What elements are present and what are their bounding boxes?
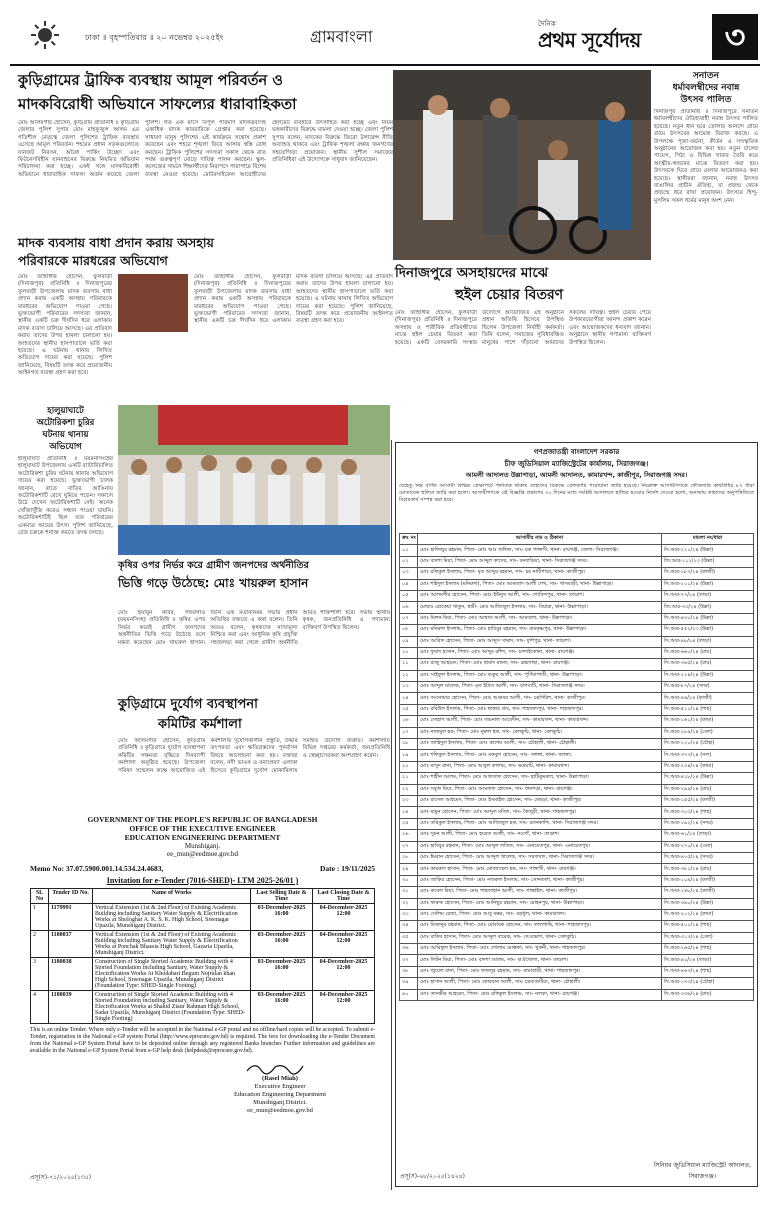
legal-cell: সি.আর-১৫৫/২৪ (কাজী) — [662, 795, 754, 806]
tender-cell: 1 — [31, 904, 49, 931]
tender-header: Last Selling Date & Time — [251, 889, 313, 904]
legal-cell: সি.আর-৭৭/২৪ (তাড়া) — [662, 590, 754, 601]
legal-cell: মোঃ আব্দুল মালেক, পিতা- মৃত ইদ্রিস আলী, সাং- বাগবাটি, থানা- সিরাজগঞ্জ সদর। — [418, 682, 662, 693]
wheelchair-headline-2: হুইল চেয়ার বিতরণ — [455, 287, 564, 303]
legal-cell: মোঃ রবিউল ইসলাম, পিতা- মোঃ ছাত্তার প্রাং, সাং- শাহজাদপুর, থানা- শাহজাদপুর। — [418, 704, 662, 715]
table-row — [400, 727, 754, 738]
legal-cell: সি.আর-৫১১/২৪ (শাহ) — [662, 704, 754, 715]
legal-cell: ৩০ — [400, 875, 418, 886]
legal-cell: ২৩ — [400, 795, 418, 806]
legal-cell: ৩৩ — [400, 909, 418, 920]
legal-cell: মোঃ শাহীন আলম, পিতা- মোঃ আলতাফ হোসেন, সাং- হাটিকুমরুল, থানা- উল্লাপাড়া। — [418, 773, 662, 784]
table-row — [400, 955, 754, 966]
legal-cell: সি.আর-২০১/২৪ (উল্লা) — [662, 579, 754, 590]
legal-cell: ১০ — [400, 647, 418, 658]
legal-header: আসামীর নাম ও ঠিকানা — [418, 534, 662, 545]
tender-sign-name: (Rasel Miah) — [262, 1075, 298, 1082]
legal-cell: সি.আর-৮৭/২৪ (সদর) — [662, 682, 754, 693]
tender-cell: 2 — [31, 931, 49, 958]
table-row — [400, 795, 754, 806]
legal-cell: মোঃ রাকিব হাসান, পিতা- মোঃ আব্দুল বারেক, সাং- দেওভোগ, থানা- বেলকুচি। — [418, 932, 662, 943]
table-row — [400, 841, 754, 852]
legal-cell: ১৭ — [400, 727, 418, 738]
agri-story-headline — [118, 557, 390, 607]
tender-memo: Memo No: 37.07.5900.001.14.534.24.4683, — [30, 864, 164, 873]
festival-body: দিনাজপুর প্রতিনিধি ॥ দিনাজপুরে সনাতন ধর্মাবলম্বীদের ঐতিহ্যবাহী নবান্ন উৎসব পালিত হয়েছে। নতুন ধান ঘরে তোলার আনন্দে গ্রামে গ্রামে উৎসবের আমেজ বিরাজ করছে। এ উপলক্ষে পূজা-অর্চনা, কীর্তন ও সাংস্কৃতিক অনুষ্ঠানের আয়োজন করা হয়। নতুন চালের পায়েস, পিঠা ও বিভিন্ন খাবার তৈরি করে আত্মীয়-স্বজনের মাঝে বিতরণ করা হয়। উৎসবকে ঘিরে গ্রামে মেলার আয়োজনও করা হয়েছে। স্থানীয়রা জানান, নবান্ন উৎসব বাঙালির প্রাচীন ঐতিহ্য, যা প্রজন্ম থেকে প্রজন্মে ধরে রাখা প্রয়োজন। উৎসবে হিন্দু-মুসলিম সকল ধর্মের মানুষ অংশ নেন। — [654, 109, 758, 204]
wheelchair-body: মোঃ জাহাঙ্গীর হোসেন, ফুলবাড়ী (দিনাজপুর) প্রতিনিধি ॥ দিনাজপুরে অসহায় ও শারীরিক প্রতিবন্ধীদের মাঝে হুইল চেয়ার বিতরণ করা হয়েছে। একটি বেসরকারি সংস্থার উদ্যোগে আয়োজিত এই অনুষ্ঠানে প্রধান অতিথি হিসেবে উপস্থিত ছিলেন উপজেলা নির্বাহী কর্মকর্তা। তিনি বলেন, সমাজের সুবিধাবঞ্চিত মানুষের পাশে দাঁড়ানো আমাদের সকলের দায়িত্ব। হুইল চেয়ার পেয়ে উপকারভোগীরা আনন্দ প্রকাশ করেন এবং আয়োজকদের ধন্যবাদ জানান। অনুষ্ঠানে স্থানীয় গণ্যমান্য ব্যক্তিবর্গ উপস্থিত ছিলেন। — [395, 310, 651, 346]
legal-cell: ১১ — [400, 659, 418, 670]
legal-cell: ০৮ — [400, 625, 418, 636]
disaster-body: মোঃ আলমগীর হোসেন, কুড়িগ্রাম প্রতিনিধি ॥ কুড়িগ্রামে দুর্যোগ ব্যবস্থাপনা কমিটির সক্ষমতা বৃদ্ধিতে দিনব্যাপী কর্মশালা অনুষ্ঠিত হয়েছে। উপজেলা পরিষদ সম্মেলন কক্ষে আয়োজিত এই কর্মশালায় দুর্যোগকালীন প্রস্তুতি, উদ্ধার তৎপরতা এবং ক্ষতিগ্রস্তদের পুনর্বাসন বিষয়ে আলোচনা করা হয়। বক্তারা বলেন, নদী ভাঙন ও বন্যাপ্রবণ এলাকা হিসেবে কুড়িগ্রামে দুর্যোগ মোকাবিলায় সমন্বিত উদ্যোগ জরুরি। কর্মশালায় বিভিন্ন দপ্তরের কর্মকর্তা, জনপ্রতিনিধি ও স্বেচ্ছাসেবকরা অংশগ্রহণ করেন। — [118, 738, 390, 774]
legal-cell: ৩৯ — [400, 978, 418, 989]
legal-cell: সি.আর-১৬১/২৪ (কামা) — [662, 716, 754, 727]
table-row — [400, 693, 754, 704]
legal-cell: সি.আর-২০২/২৪ (কামা) — [662, 909, 754, 920]
tender-cell: 03-December-2025 16:00 — [251, 931, 313, 958]
legal-cell: সি.আর-৯৮/২৪ (তাড়া) — [662, 636, 754, 647]
table-row — [400, 864, 754, 875]
legal-cell: ৩৬ — [400, 944, 418, 955]
legal-cell: মোঃ তরিকুল ইসলাম, পিতা- মোঃ আজিজুল হক, সাং- রতনকান্দি, থানা- সিরাজগঞ্জ সদর। — [418, 818, 662, 829]
legal-cell: মোঃ হাবিবুর রহমান, পিতা- মোঃ আব্দুল লতিফ, সাং- এনায়েতপুর, থানা- এনায়েতপুর। — [418, 841, 662, 852]
legal-cell: মোঃ রাজু আহমেদ, পিতা- মোঃ ছামাদ মন্ডল, সাং- ব্রহ্মগাছা, থানা- রায়গঞ্জ। — [418, 659, 662, 670]
drug-body-left: মোঃ জাহাঙ্গীর হোসেন, ফুলবাড়ী (দিনাজপুর) প্রতিনিধি ॥ দিনাজপুরের ফুলবাড়ী উপজেলায় মাদক ব্যবসায় বাধা প্রদান করায় একটি অসহায় পরিবারকে মারধরের অভিযোগ পাওয়া গেছে। ভুক্তভোগী পরিবারের সদস্যরা জানান, স্থানীয় একটি চক্র দীর্ঘদিন ধরে এলাকায় মাদক ব্যবসা চালিয়ে আসছে। এর প্রতিবাদ করায় তাদের উপর হামলা চালানো হয়। আহতদের স্থানীয় হাসপাতালে ভর্তি করা হয়েছে। এ ঘটনায় থানায় লিখিত অভিযোগ দায়ের করা হয়েছে। পুলিশ জানিয়েছে, বিষয়টি তদন্ত করে প্রয়োজনীয় আইনগত ব্যবস্থা গ্রহণ করা হবে। — [18, 274, 112, 377]
tender-cell: 3 — [31, 958, 49, 991]
tender-title: Invitation for e-Tender (7016-SHED)- LTM 2025-26/01 ) — [106, 876, 299, 885]
wheelchair-headline-1: দিনাজপুরে অসহায়দের মাঝে — [395, 265, 548, 281]
legal-cell: মোঃ জাকির হোসেন, পিতা- মোঃ নজরুল ইসলাম, সাং- সোনতলা, থানা- কাজীপুর। — [418, 875, 662, 886]
table-row — [31, 991, 375, 1024]
legal-cell: ২০ — [400, 761, 418, 772]
legal-cell: মোঃ ফারুক হোসেন, পিতা- মোঃ আনিছুর রহমান, সাং- মোহনপুর, থানা- উল্লাপাড়া। — [418, 898, 662, 909]
tender-sign-dept: Education Engineering Department — [233, 1091, 327, 1098]
legal-cell: ২৭ — [400, 841, 418, 852]
table-row — [400, 921, 754, 932]
drug-story — [18, 234, 393, 399]
tender-cell: 1180038 — [49, 958, 93, 991]
tender-date: Date : 19/11/2025 — [320, 864, 375, 873]
legal-cell: ০৯ — [400, 636, 418, 647]
table-row — [400, 659, 754, 670]
legal-cell: ৪০ — [400, 989, 418, 1000]
legal-cell: মোঃ আনোয়ার হোসেন, পিতা- মোঃ আকবর আলী, সাং- চরগিরিশ, থানা- কাজীপুর। — [418, 693, 662, 704]
legal-cell: ২১ — [400, 773, 418, 784]
legal-cell: সি.আর-৬১/২৪ (তাড়া) — [662, 830, 754, 841]
legal-cell: মোঃ শহিদুল ইসলাম (মনিরুল), পিতা- মোঃ আমজাদ আলী শেখ, সাং- খাসবাড়ী, থানা- উল্লাপাড়া। — [418, 579, 662, 590]
table-row — [400, 602, 754, 613]
legal-cell: মোঃ শফিকুল ইসলাম, পিতা- মোঃ মকবুল হোসেন, সাং- সলঙ্গা, থানা- সলঙ্গা। — [418, 750, 662, 761]
legal-cell: সি.আর-৩৯০/২৪ (উল্লা) — [662, 898, 754, 909]
legal-cell: সি.আর-৩৩৬/২৪ (রায়) — [662, 989, 754, 1000]
tender-footer: This is an online Tender. Where only e-Tender will be accepted in the National e-GP portal and no offline/hard copies will be accepted. To submit e-Tender, registration in the National e-GP system Portal (http://www.eprocure.gov.bd) is required. The fees for downloading the e-Tender Document from the National e-GP System Portal have to be deposited online through any registered Banks branches Further information and guidelines are available in the National e-GP System Portal from e-GP help desk (helpdesk@eprocure.gov.bd). — [30, 1027, 375, 1054]
legal-sign-title: সিনিয়র জুডিসিয়াল ম্যাজিস্ট্রেট আদালত, — [653, 1162, 751, 1169]
legal-cell: ০৬ — [400, 602, 418, 613]
theft-body: হালুয়াঘাট প্রতিনিধি ॥ ময়মনসিংহের হালুয়াঘাট উপজেলায় একটি ব্যাটারিচালিত অটোরিকশা চুরির ঘটনায় থানায় অভিযোগ দায়ের করা হয়েছে। ভুক্তভোগী চালক জানান, রাতে বাড়ির আঙিনায় অটোরিকশাটি রেখে ঘুমিয়ে পড়েন। সকালে উঠে দেখেন অটোরিকশাটি নেই। অনেক খোঁজাখুঁজি করেও সন্ধান পাওয়া যায়নি। অটোরিকশাটিই ছিল তার পরিবারের একমাত্র আয়ের উৎস। পুলিশ জানিয়েছে, চোর চক্রকে শনাক্ত করতে তদন্ত চলছে। — [18, 456, 113, 537]
legal-cell: মোঃ মামুন হোসেন, পিতা- মোঃ আব্দুল মজিদ, সাং- কৈজুরী, থানা- শাহজাদপুর। — [418, 807, 662, 818]
agri-headline-1: কৃষির ওপর নির্ভর করে গ্রামীণ জনপদের অর্থনীতির — [118, 560, 309, 571]
festival-headline-1: সনাতন — [692, 71, 720, 81]
legal-cell: মোঃ মিলন মিয়া, পিতা- মোঃ আম্বাত আলী, সাং- আমতলা, থানা- উল্লাপাড়া। — [418, 613, 662, 624]
legal-cell: ১২ — [400, 670, 418, 681]
legal-cell: সি.আর-৯২/২৪ (তাড়া) — [662, 955, 754, 966]
theft-headline-2: অটোরিকশা চুরির — [36, 418, 95, 428]
legal-cell: ০৩ — [400, 568, 418, 579]
festival-headline-3: উৎসব পালিত — [680, 95, 732, 105]
tender-email-line: ee_mun@eedmoe.gov.bd — [167, 850, 238, 858]
tender-code: প্রসূ(স)-৭১/২০২৫(১৩৫) — [30, 1174, 92, 1181]
legal-cell: মোঃ ইমরান হোসেন, পিতা- মোঃ আব্দুল খালেক, সাং- সয়দাবাদ, থানা- সিরাজগঞ্জ সদর। — [418, 852, 662, 863]
drug-body-right: মোঃ জাহাঙ্গীর হোসেন, ফুলবাড়ী (দিনাজপুর) প্রতিনিধি ॥ দিনাজপুরের ফুলবাড়ী উপজেলায় মাদক ব্যবসায় বাধা প্রদান করায় একটি অসহায় পরিবারকে মারধরের অভিযোগ পাওয়া গেছে। ভুক্তভোগী পরিবারের সদস্যরা জানান, স্থানীয় একটি চক্র দীর্ঘদিন ধরে এলাকায় মাদক ব্যবসা চালিয়ে আসছে। এর প্রতিবাদ করায় তাদের উপর হামলা চালানো হয়। আহতদের স্থানীয় হাসপাতালে ভর্তি করা হয়েছে। এ ঘটনায় থানায় লিখিত অভিযোগ দায়ের করা হয়েছে। পুলিশ জানিয়েছে, বিষয়টি তদন্ত করে প্রয়োজনীয় আইনগত ব্যবস্থা গ্রহণ করা হবে। — [194, 274, 393, 325]
table-row — [400, 625, 754, 636]
page-number: ৩ — [712, 14, 758, 60]
tender-header: Tender ID No. — [49, 889, 93, 904]
column-rule — [391, 440, 392, 1190]
table-row — [400, 556, 754, 567]
legal-cell: মোঃ হাফিজুর রহমান, পিতা- মোঃ আঃ জলিল, সাং- চক পাঙ্গাসী, থানা- রায়গঞ্জ, জেলা- সিরাজগঞ্জ। — [418, 545, 662, 556]
masthead — [10, 10, 760, 62]
table-row — [400, 682, 754, 693]
tender-cell: 04-December-2025 12:00 — [313, 931, 375, 958]
table-row — [400, 978, 754, 989]
legal-cell: সি.আর-৪০৫/২৪ (সদর) — [662, 852, 754, 863]
tender-header: SL No — [31, 889, 49, 904]
legal-cell: ২৮ — [400, 852, 418, 863]
tender-cell: 04-December-2025 12:00 — [313, 904, 375, 931]
table-row — [31, 958, 375, 991]
main-headline-line2: মাদকবিরোধী অভিযানে সাফল্যের ধারাবাহিকতা — [18, 95, 297, 113]
legal-cell: সি.আর-৪১৮/২৪ (উল্লা) — [662, 773, 754, 784]
table-row — [31, 904, 375, 931]
table-row — [400, 773, 754, 784]
legal-cell: মোঃ রফিকুল ইসলাম, পিতা- মৃত আব্দুর রহমান, সাং- চর নাটিপাড়া, থানা- কাজীপুর। — [418, 568, 662, 579]
legal-cell: ১৩ — [400, 682, 418, 693]
legal-cell: মোঃ কামরুল হাসান, পিতা- মোঃ মোজাম্মেল হক, সাং- পাঙ্গাসী, থানা- রায়গঞ্জ। — [418, 864, 662, 875]
tender-cell: 04-December-2025 12:00 — [313, 958, 375, 991]
tender-sign-email: ee_mun@eedmoe.gov.bd — [247, 1107, 313, 1114]
legal-cell: ৩৭ — [400, 955, 418, 966]
legal-cell: ৩৫ — [400, 932, 418, 943]
tender-cell: Construction of Single Storied Academic Building with 4 Storied Foundation including Sanitary, Water Supply & Electrification Works at Shahid Ziaur Rahman High School, Sadar Upazila, Munshiganj District (Foundation Type: SHED-Single Footing) — [93, 991, 251, 1024]
legal-cell: ১৪ — [400, 693, 418, 704]
table-row — [400, 761, 754, 772]
theft-headline-4: অভিযোগ — [49, 442, 82, 452]
table-row — [400, 704, 754, 715]
legal-cell: মোঃ রাসেল আহমেদ, পিতা- মোঃ ইসমাইল হোসেন, সাং- মেছড়া, থানা- কাজীপুর। — [418, 795, 662, 806]
tender-signature-icon — [245, 1061, 305, 1075]
main-story-body: মোঃ আলমগীর হোসেন, কুড়িগ্রাম প্রতিনিধি ॥ কুড়িগ্রাম জেলার পুলিশ সুপার মোঃ মাহফুজুল আলম এর গতিশীল নেতৃত্বে জেলা পুলিশের ট্রাফিক ব্যবস্থায় এসেছে আমূল পরিবর্তন। শহরের প্রধান সড়কগুলোতে যানজট নিরসন, অবৈধ পার্কিং উচ্ছেদ এবং ফিটনেসবিহীন যানবাহনের বিরুদ্ধে নিয়মিত অভিযান পরিচালনা করা হচ্ছে। একই সঙ্গে মাদকবিরোধী অভিযানে ধারাবাহিক সাফল্য অর্জন করেছে জেলা পুলিশ। গত এক মাসে বিপুল পরিমাণ মাদকদ্রব্যসহ একাধিক মাদক কারবারিকে গ্রেপ্তার করা হয়েছে। সাধারণ মানুষ পুলিশের এই কার্যক্রমে সন্তোষ প্রকাশ করেছেন এবং শহরে শৃঙ্খলা ফিরে আসায় স্বস্তি বোধ করছেন। ট্রাফিক পুলিশের সদস্যরা সকাল থেকে রাত পর্যন্ত গুরুত্বপূর্ণ মোড়ে দায়িত্ব পালন করছেন। স্কুল-কলেজের সামনে শিক্ষার্থীদের নিরাপদে পারাপারে বিশেষ ব্যবস্থা নেওয়া হয়েছে। মোটরসাইকেল আরোহীদের হেলমেট ব্যবহারে উৎসাহিত করা হচ্ছে এবং নিয়ম ভঙ্গকারীদের বিরুদ্ধে মামলা দেওয়া হচ্ছে। জেলা পুলিশ সুপার বলেন, মাদকের বিরুদ্ধে জিরো টলারেন্স নীতি অব্যাহত থাকবে এবং ট্রাফিক শৃঙ্খলা রক্ষায় জনগণের সহযোগিতা প্রয়োজন। স্থানীয় সুশীল সমাজের প্রতিনিধিরা এই উদ্যোগকে সাধুবাদ জানিয়েছেন। — [18, 120, 393, 178]
legal-cell: মোঃ মনিরুল ইসলাম, পিতা- মোঃ হাবিবুর রহমান, সাং- রামকৃষ্ণপুর, থানা- উল্লাপাড়া। — [418, 625, 662, 636]
table-row — [400, 966, 754, 977]
legal-header: ক্রঃ নং — [400, 534, 418, 545]
table-row — [400, 887, 754, 898]
legal-cell: সি.আর-২২১/২৪ (উল্লা) — [662, 545, 754, 556]
table-row — [400, 989, 754, 1000]
table-row — [400, 818, 754, 829]
paper-name: প্রথম সূর্যোদয় — [538, 28, 641, 52]
legal-cell: ০৪ — [400, 579, 418, 590]
legal-cell: মোঃ তানভীর আহমেদ, পিতা- মোঃ রফিকুল ইসলাম, সাং- নলকা, থানা- রায়গঞ্জ। — [418, 989, 662, 1000]
legal-cell: ০১ — [400, 545, 418, 556]
legal-cell: মোঃ সাইফুল ইসলাম, পিতা- মোঃ শুকুর আলী, সাং- পূর্ণিমাগাতী, থানা- উল্লাপাড়া। — [418, 670, 662, 681]
table-row — [400, 807, 754, 818]
table-row — [400, 944, 754, 955]
festival-headline-2: ধর্মাবলম্বীদের নবান্ন — [672, 83, 740, 93]
sun-logo-icon — [30, 20, 60, 50]
legal-cell: সি.আর-২৭০/২৪ (এনা) — [662, 841, 754, 852]
legal-cell: সি.আর-৪৬৭/২৪ (শাহ) — [662, 966, 754, 977]
tender-cell: Construction of Single Storied Academic Building with 4 Storied Foundation including Sanitary, Water Supply & Electrification Works At Khodabari Begum Nojrulan khan High School, Sreenagar Upazila, Munshiganj District (Foundation Type: SHED-Single Footing) — [93, 958, 251, 991]
legal-cell: মোঃ রুবেল মিয়া, পিতা- মোঃ শাহজাহান আলী, সাং- গান্ধাইল, থানা- কাজীপুর। — [418, 887, 662, 898]
tender-cell: 04-December-2025 12:00 — [313, 991, 375, 1024]
tender-place-line: Munshiganj. — [184, 842, 221, 850]
agri-body: মোঃ হুমায়ুন কবির, গফরগাঁও (ময়মনসিংহ) প্রতিনিধি ॥ কৃষির ওপর নির্ভর করেই গ্রামীণ জনপদের অর্থনীতির ভিত্তি গড়ে উঠেছে বলে মন্তব্য করেছেন মোঃ খায়রুল হাসান। তিনি এক মতবিনিময় সভায় প্রধান অতিথির বক্তব্যে এ কথা বলেন। তিনি আরও বলেন, কৃষকদের ন্যায্যমূল্য নিশ্চিত করা এবং আধুনিক কৃষি প্রযুক্তি সহজলভ্য করা গেলে গ্রামীণ অর্থনীতি আরও শক্তিশালী হবে। সভায় স্থানীয় কৃষক, জনপ্রতিনিধি ও গণ্যমান্য ব্যক্তিবর্গ উপস্থিত ছিলেন। — [118, 610, 390, 646]
legal-sign-place: সিরাজগঞ্জ। — [688, 1173, 716, 1180]
wheelchair-photo — [393, 70, 651, 260]
theft-headline-3: ঘটনায় থানায় — [42, 430, 89, 440]
legal-cell: সি.আর-৬৬০/২৪ (রায়) — [662, 647, 754, 658]
tender-sign-place: Munshiganj District. — [253, 1099, 307, 1106]
meeting-photo — [118, 405, 390, 555]
legal-line3: আমলী আদালত উল্লাপাড়া, আমলী আদালত, কামারখন্দ, কাজীপুর, সিরাজগঞ্জ সদর। — [465, 471, 688, 479]
tender-cell: 03-December-2025 16:00 — [251, 958, 313, 991]
tender-cell: 1180039 — [49, 991, 93, 1024]
legal-cell: সি.আর-১৪৮/২৪ (কাজী) — [662, 887, 754, 898]
table-row — [400, 739, 754, 750]
theft-headline-1: হালুয়াঘাটে — [47, 406, 84, 416]
tender-cell: 1180037 — [49, 931, 93, 958]
legal-code: প্রসূ(স)-৬৮/২০২৫(১৪২৪) — [400, 1173, 465, 1180]
legal-table — [399, 533, 754, 1001]
legal-cell: ০২ — [400, 556, 418, 567]
legal-cell: সি.আর-২২৪/২৪ (উল্লা) — [662, 670, 754, 681]
legal-cell: মোঃ জুয়েল রানা, পিতা- মোঃ ফজলুর রহমান, সাং- বাঘাবাড়ী, থানা- শাহজাদপুর। — [418, 966, 662, 977]
tender-header: Name of Works — [93, 889, 251, 904]
victim-photo — [118, 274, 188, 332]
tender-sign-title: Executive Engineer — [254, 1083, 306, 1090]
table-row — [400, 568, 754, 579]
table-row — [400, 716, 754, 727]
disaster-headline-2: কমিটির কর্মশালা — [158, 717, 242, 732]
festival-story — [654, 70, 758, 442]
legal-cell: ২৫ — [400, 818, 418, 829]
legal-header: মামলা নং/ধারা — [662, 534, 754, 545]
legal-cell: সি.আর-১৯২/২৪ (সদর) — [662, 818, 754, 829]
section-title: গ্রামবাংলা — [310, 27, 373, 46]
legal-cell: সি.আর-২৯৯/২৪ (রায়) — [662, 784, 754, 795]
tender-gov-line: GOVERNMENT OF THE PEOPLE'S REPUBLIC OF BANGLADESH — [87, 815, 318, 824]
legal-line1: গণপ্রজাতন্ত্রী বাংলাদেশ সরকার — [533, 448, 620, 456]
legal-line2: চীফ জুডিসিয়াল ম্যাজিস্ট্রেটের কার্যালয়, সিরাজগঞ্জ। — [504, 460, 649, 468]
table-row — [400, 613, 754, 624]
legal-cell: মোঃ সুমন আলী, পিতা- মোঃ হযরত আলী, সাং- নওগাঁ, থানা- তাড়াশ। — [418, 830, 662, 841]
legal-cell: ২৯ — [400, 864, 418, 875]
dateline: ঢাকা ॥ বৃহস্পতিবার ॥ ২০ নভেম্বর ২০২৫ইং — [85, 33, 224, 42]
legal-cell: মোঃ মিজানুর রহমান, পিতা- মোঃ মোবারক হোসেন, সাং- তালগাছি, থানা- শাহজাদপুর। — [418, 921, 662, 932]
table-row — [400, 636, 754, 647]
drug-headline-1: মাদক ব্যবসায় বাধা প্রদান করায় অসহায় — [18, 235, 214, 250]
legal-cell: মোঃ সবুজ মিয়া, পিতা- মোঃ আমজাদ হোসেন, সাং- ধানগড়া, থানা- রায়গঞ্জ। — [418, 784, 662, 795]
legal-cell: ৩১ — [400, 887, 418, 898]
legal-cell: মোঃ আরিফ হোসেন, পিতা- মোঃ আব্দুস সামাদ, সাং- দুর্গাপুর, থানা- তাড়াশ। — [418, 636, 662, 647]
legal-cell: সি.আর-৩৭৭/২৪ (সল) — [662, 750, 754, 761]
table-row — [400, 875, 754, 886]
main-story — [18, 70, 393, 232]
legal-cell: সি.আর-৩৮১/২৪ (রায়) — [662, 864, 754, 875]
legal-cell: জি.আর-১১২/২৩ (উল্লা) — [662, 556, 754, 567]
tender-dept-line: EDUCATION ENGINEERING DEPARTMENT — [124, 833, 281, 842]
legal-notice — [395, 442, 758, 1187]
legal-cell: সি.আর-১৭৩/২৪ (চৌহা) — [662, 978, 754, 989]
legal-cell: মোঃ নাজমুল হক, পিতা- মোঃ নুরুল হক, সাং- বেলকুচি, থানা- বেলকুচি। — [418, 727, 662, 738]
legal-cell: সি.আর-১২০/২৪ (চৌহা) — [662, 739, 754, 750]
wheelchair-story — [395, 262, 651, 442]
legal-cell: ৩৮ — [400, 966, 418, 977]
table-row — [400, 932, 754, 943]
legal-cell: ৩৪ — [400, 921, 418, 932]
legal-cell: সি.আর-২৬৫/২৪ (শাহ) — [662, 944, 754, 955]
legal-cell: মোঃ মাসুদ রানা, পিতা- মোঃ আবুল কালাম, সাং- ভদ্রঘাট, থানা- কামারখন্দ। — [418, 761, 662, 772]
table-row — [400, 590, 754, 601]
legal-cell: মোঃ বাদশা মিয়া, পিতা- মোঃ আব্দুল কাদের, সাং- বনবাড়িয়া, থানা- সিরাজগঞ্জ সদর। — [418, 556, 662, 567]
legal-cell: সি.আর-৪৪/২৪ (কাজী) — [662, 693, 754, 704]
tender-header: Last Closing Date & Time — [313, 889, 375, 904]
legal-cell: ১৯ — [400, 750, 418, 761]
drug-headline-2: পরিবারকে মারধরের অভিযোগ — [18, 253, 168, 268]
legal-cell: সি.আর-২৮৯/২৪ (বেল) — [662, 727, 754, 738]
legal-cell: মোঃ জাহিদুল ইসলাম, পিতা- মোঃ কাশেম আলী, সাং- চৌহালী, থানা- চৌহালী। — [418, 739, 662, 750]
table-row — [400, 830, 754, 841]
legal-cell: ১৫ — [400, 704, 418, 715]
table-row — [400, 852, 754, 863]
paper-prefix: দৈনিক — [538, 20, 556, 28]
table-row — [400, 647, 754, 658]
legal-cell: সি.আর-১০৯/২৪ (কাজী) — [662, 875, 754, 886]
legal-cell: ০৫ — [400, 590, 418, 601]
legal-cell: মোঃ হাসান আলী, পিতা- মোঃ কোরবান আলী, সাং- চরবাগুটিয়া, থানা- চৌহালী। — [418, 978, 662, 989]
table-row — [400, 545, 754, 556]
legal-cell: সি.আর-২৩৪/২৪ (কামা) — [662, 761, 754, 772]
table-row — [400, 579, 754, 590]
table-row — [400, 750, 754, 761]
tender-table — [30, 888, 375, 1024]
legal-cell: সি.আর-৩৪৫/২৪ (রায়) — [662, 659, 754, 670]
legal-cell: মোঃ ফুয়াদ হাসান, পিতা- মোঃ আব্দুর রশিদ, সাং- চান্দাইকোনা, থানা- রায়গঞ্জ। — [418, 647, 662, 658]
legal-cell: সি.আর-৫০১/২৪ (শাহ) — [662, 921, 754, 932]
legal-cell: সি.আর-৫৫২/২৩ (উল্লা) — [662, 625, 754, 636]
tender-office-line: OFFICE OF THE EXECUTIVE ENGINEER — [129, 824, 276, 833]
legal-cell: ২২ — [400, 784, 418, 795]
legal-cell: মোঃ আলমগীর হোসেন, পিতা- মোঃ ইউনুস আলী, সাং- গোবিন্দপুর, থানা- তাড়াশ। — [418, 590, 662, 601]
tender-cell: 1179991 — [49, 904, 93, 931]
legal-cell: সি.আর-৪৩০/২৪ (উল্লা) — [662, 613, 754, 624]
legal-cell: মোঃ সেলিম রেজা, পিতা- মোঃ আবু বক্কর, সাং- বড়ধুল, থানা- কামারখন্দ। — [418, 909, 662, 920]
legal-cell: মোঃ আরিফুল ইসলাম, পিতা- মোঃ গোলাম মোস্তফা, সাং- খুকনী, থানা- শাহজাদপুর। — [418, 944, 662, 955]
legal-cell: ১৮ — [400, 739, 418, 750]
tender-cell: 03-December-2025 16:00 — [251, 991, 313, 1024]
legal-cell: মোঃ লিটন মিয়া, পিতা- মোঃ বাদশা আলম, সাং- বাঐখোলা, থানা- তাড়াশ। — [418, 955, 662, 966]
disaster-headline-1: কুড়িগ্রামে দুর্যোগ ব্যবস্থাপনা — [118, 697, 258, 712]
legal-cell: মোঃ সোহাগ আলী, পিতা- মোঃ জয়নাল আবেদীন, সাং- কামারখন্দ, থানা- কামারখন্দ। — [418, 716, 662, 727]
legal-cell: মোছাঃ রোকেয়া খাতুন, স্বামী- মোঃ আজিজুল ইসলাম, সাং- বিয়ারা, থানা- উল্লাপাড়া। — [418, 602, 662, 613]
legal-cell: ১৬ — [400, 716, 418, 727]
legal-intro: যেহেতু নিম্ন বর্ণিত আসামী বিভিন্ন প্রেক্ষাপটে পলাতক থাকায় তাহাদের বিরুদ্ধে গ্রেফতারি পরোয়ানা জারি হয়েছে। নিম্নোক্ত আসামীগণকে ফৌজদারি কার্যবিধির ৮৭ ধারা মোতাবেক হুলিয়া জারি করা হলো। আসামীগণকে এই বিজ্ঞপ্তি প্রকাশের ৩০ দিনের মধ্যে সংশ্লিষ্ট আদালতে হাজির হওয়ার নির্দেশ দেওয়া হলো, অন্যথায় তাহাদের অনুপস্থিতিতে বিচারকার্য সম্পন্ন করা হবে। — [399, 483, 754, 503]
legal-cell: সি.আর-৩০৩/২৪ (শাহ) — [662, 807, 754, 818]
main-headline-line1: কুড়িগ্রামের ট্রাফিক ব্যবস্থায় আমূল পরিবর্তন ও — [18, 73, 283, 89]
table-row — [400, 898, 754, 909]
tender-cell: 03-December-2025 16:00 — [251, 904, 313, 931]
tender-notice — [30, 815, 375, 1170]
tender-cell: Vertical Extension (1st & 2nd Floor) of Existing Academic Building including Sanitary Water Supply & Electrification Works at Ponchak Bhassia High School, Gazaria Upazila, Munshiganj District. — [93, 931, 251, 958]
table-row — [31, 931, 375, 958]
tender-cell: 4 — [31, 991, 49, 1024]
table-row — [400, 670, 754, 681]
agri-headline-2: ভিত্তি গড়ে উঠেছে: মোঃ খায়রুল হাসান — [118, 576, 309, 590]
legal-cell: সি.আর-৩১৭/২৪ (বেল) — [662, 932, 754, 943]
table-row — [400, 784, 754, 795]
legal-cell: ২৬ — [400, 830, 418, 841]
legal-cell: ২৪ — [400, 807, 418, 818]
tender-cell: Vertical Extension (1st & 2nd Floor) of Existing Academic Building including Sanitary Water Supply & Electrification Works at Shologhar A. K. S. K. High School, Sreenagar Upazila, Munshiganj District. — [93, 904, 251, 931]
legal-cell: সি.আর-১৮৭/২৪ (কাজী) — [662, 568, 754, 579]
legal-cell: ০৭ — [400, 613, 418, 624]
legal-cell: জি.আর-৩৩/২৪ (উল্লা) — [662, 602, 754, 613]
legal-cell: ৩২ — [400, 898, 418, 909]
masthead-rule — [10, 64, 760, 66]
table-row — [400, 909, 754, 920]
